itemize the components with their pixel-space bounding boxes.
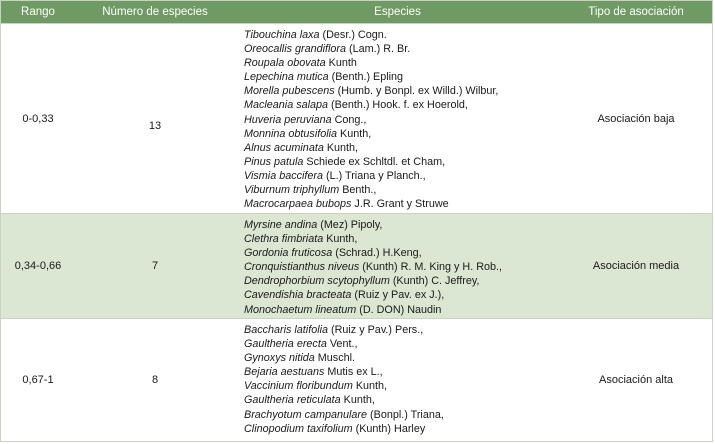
- species-author: (Bonpl.) Triana,: [367, 408, 444, 421]
- species-author: J.R. Grant y Struwe: [351, 198, 449, 211]
- species-author: (Desr.) Cogn.: [319, 29, 387, 41]
- species-author: Kunth,: [323, 233, 358, 246]
- species-entry: [244, 379, 560, 393]
- species-name: Pinus patula: [244, 155, 304, 168]
- species-name: Gordonia fruticosa: [244, 247, 333, 260]
- species-author: Cong.,: [331, 113, 367, 126]
- species-author: (Mez) Pipoly,: [317, 219, 383, 231]
- species-entry: [244, 393, 560, 407]
- cell-tipo: Asociación alta: [599, 374, 673, 386]
- species-entry: [244, 232, 560, 246]
- species-author: (Humb. y Bonpl. ex Willd.) Wilbur,: [334, 85, 499, 98]
- species-name: Vismia baccifera: [244, 169, 324, 182]
- species-name: Macleania salapa: [244, 99, 329, 112]
- species-author: (Lam.) R. Br.: [346, 43, 411, 56]
- species-author: (Ruiz y Pav.) Pers.,: [328, 324, 424, 336]
- species-author: Kunth,: [340, 394, 375, 407]
- species-name: Huveria peruviana: [244, 113, 332, 126]
- species-entry: [244, 84, 560, 98]
- table-row: [1, 213, 712, 318]
- cell-rango: 0,67-1: [22, 374, 54, 386]
- header-numero-especies: Número de especies: [102, 6, 208, 18]
- table-row: [1, 23, 712, 213]
- species-name: Bejaria aestuans: [244, 366, 325, 379]
- species-entry: [244, 155, 560, 169]
- species-entry: [244, 28, 560, 42]
- table-header: [1, 1, 712, 23]
- species-author: Mutis ex L.,: [324, 366, 383, 379]
- header-especies: Especies: [374, 6, 421, 18]
- species-name: Cavendishia bracteata: [244, 289, 352, 302]
- species-name: Gynoxys nitida: [244, 352, 315, 365]
- species-entry: [244, 197, 560, 211]
- species-entry: [244, 113, 560, 127]
- species-entry: [244, 56, 560, 70]
- species-author: Kunth: [325, 57, 357, 70]
- species-author: (Kunth) C. Jeffrey,: [389, 275, 480, 288]
- species-entry: [244, 42, 560, 56]
- species-entry: [244, 288, 560, 302]
- species-author: Muschl.: [314, 352, 356, 365]
- species-name: Morella pubescens: [244, 85, 335, 98]
- species-name: Alnus acuminata: [244, 141, 324, 154]
- cell-species-list: [235, 319, 560, 441]
- species-entry: [244, 141, 560, 155]
- species-name: Roupala obovata: [244, 57, 326, 70]
- species-entry: [244, 169, 560, 183]
- species-entry: [244, 323, 560, 337]
- species-author: Benth.,: [339, 184, 377, 197]
- species-name: Gaultheria erecta: [244, 338, 327, 351]
- cell-numero: 13: [148, 119, 162, 132]
- species-name: Monnina obtusifolia: [244, 127, 338, 140]
- cell-species-list: [235, 214, 560, 318]
- species-name: Myrsine andina: [244, 219, 318, 231]
- species-author: (Kunth) Harley: [352, 422, 426, 435]
- cell-rango: 0-0,33: [22, 112, 54, 125]
- cell-numero: 8: [151, 374, 159, 386]
- species-name: Viburnum triphyllum: [244, 184, 340, 197]
- species-author: Kunth,: [337, 127, 372, 140]
- species-entry: [244, 422, 560, 436]
- species-entry: [244, 127, 560, 141]
- cell-tipo: Asociación baja: [597, 112, 675, 125]
- species-name: Baccharis latifolia: [244, 324, 329, 336]
- species-name: Brachyotum campanulare: [244, 408, 368, 421]
- cell-rango: 0,34-0,66: [14, 260, 62, 272]
- species-name: Monochaetum lineatum: [244, 303, 357, 316]
- species-entry: [244, 246, 560, 260]
- species-name: Vaccinium floribundum: [244, 380, 353, 393]
- species-author: (Ruiz y Pav. ex J.),: [351, 289, 445, 302]
- species-entry: [244, 337, 560, 351]
- species-entry: [244, 274, 560, 288]
- species-name: Macrocarpaea bubops: [244, 198, 352, 211]
- cell-species-list: [235, 24, 560, 213]
- species-entry: [244, 303, 560, 317]
- species-author: (Benth.) Hook. f. ex Hoerold,: [328, 99, 468, 112]
- table-row: [1, 318, 712, 441]
- header-rango: Rango: [21, 6, 55, 18]
- species-entry: [244, 408, 560, 422]
- species-author: Kunth,: [323, 141, 359, 154]
- species-author: (D. DON) Naudin: [356, 303, 442, 316]
- species-name: Gaultheria reticulata: [244, 394, 341, 407]
- species-entry: [244, 183, 560, 197]
- species-name: Clinopodium taxifolium: [244, 422, 353, 435]
- species-entry: [244, 260, 560, 274]
- species-author: (L.) Triana y Planch.,: [323, 169, 426, 182]
- header-tipo-asociacion: Tipo de asociación: [588, 6, 684, 18]
- cell-numero: 7: [151, 260, 159, 272]
- species-entry: [244, 98, 560, 112]
- species-entry: [244, 218, 560, 232]
- species-author: Schiede ex Schltdl. et Cham,: [303, 155, 446, 168]
- species-author: Vent.,: [326, 338, 358, 351]
- species-name: Oreocallis grandiflora: [244, 43, 347, 56]
- species-author: (Schrad.) H.Keng,: [332, 247, 422, 260]
- species-name: Dendrophorbium scytophyllum: [244, 275, 390, 288]
- species-name: Tibouchina laxa: [244, 29, 320, 41]
- species-author: Kunth,: [352, 380, 388, 393]
- species-name: Cronquistianthus niveus: [244, 261, 360, 274]
- species-author: (Kunth) R. M. King y H. Rob.,: [359, 261, 503, 274]
- species-entry: [244, 365, 560, 379]
- species-entry: [244, 351, 560, 365]
- species-name: Clethra fimbriata: [244, 233, 324, 246]
- species-entry: [244, 70, 560, 84]
- species-name: Lepechina mutica: [244, 71, 329, 84]
- cell-tipo: Asociación media: [592, 260, 680, 272]
- species-author: (Benth.) Epling: [328, 71, 404, 84]
